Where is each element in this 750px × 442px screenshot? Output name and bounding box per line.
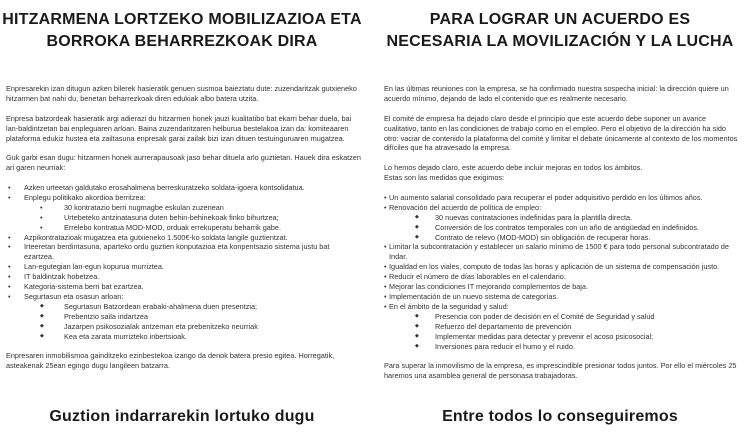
list-item: • Igualdad en los viales, computo de todas las horas y aplicación de un sistema de compensación justo. bbox=[384, 262, 739, 272]
basque-title: HITZARMENA LORTZEKO MOBILIZAZIOA ETA BORROKA BEHARREZKOAK DIRA bbox=[2, 11, 362, 50]
basque-paragraph-3: Guk garbi esan dugu: hitzarmen honek aurrerapausoak jaso behar dituela arlo guztietan. Hauek dira eskatzen ari garen neurriak: bbox=[6, 153, 361, 173]
sub-list-item: ◆ Jazarpen psikosozialak antzeman eta prebenitzeko neurriak bbox=[24, 322, 361, 332]
basque-paragraph-4: Enpresaren inmobilismoa gainditzeko ezinbestekoa izango da denok batera presio egitea. Horregatik, asteakenak 25ean egingo dugu langileen batzarra. bbox=[6, 351, 335, 371]
list-item: • En el ámbito de la seguridad y salud: ◆ Presencia con poder de decisión en el Comité de Seguridad y salud ◆ Refuerzo del departamento de prevención ◆ Implementar medidas para detectar y prevenir el acoso psicosocial; ◆ Inversiones para reducir el humo y el ruido. bbox=[384, 302, 739, 352]
basque-footer-slogan: Guztion indarrarekin lortuko dugu bbox=[49, 408, 315, 425]
list-item: • Un aumento salarial consolidado para recuperar el poder adquisitivo perdido en los últimos años. bbox=[384, 193, 739, 203]
list-item: • Azpikontratazioak mugatzea eta gutxieneko 1.500€-ko soldata langile guztientzat. bbox=[6, 233, 361, 243]
sub-list-item: ◆ Conversión de los contratos temporales con un año de antigüedad en indefinidos. bbox=[389, 223, 739, 233]
spanish-paragraph-1: En las últimas reuniones con la empresa, se ha confirmado nuestra sospecha inicial: la dirección quiere un acuerdo mínimo, dejando de lado el contenido que es realmente necesario. bbox=[384, 84, 729, 103]
list-item: • Lan-egutegian lan-egun kopurua murriztea. bbox=[6, 262, 361, 272]
sub-list-item: • Urtebeteko antzinatasuna duten behin-behinekoak finko bihurtzea; bbox=[24, 213, 361, 223]
sub-list-item: • Errelebo kontratua MOD-MOD, orduak errekuperatu beharrik gabe. bbox=[24, 223, 361, 233]
list-item: • Implementación de un nuevo sistema de categorías. bbox=[384, 292, 739, 302]
list-item: • Kategoria-sistema berri bat ezartzea. bbox=[6, 282, 361, 292]
list-item: • Segurtasun eta osasun arloan: ◆ Segurtasun Batzordean erabaki-ahalmena duen presentzia; ◆ Prebentzio saila indartzea ◆ Jazarpen psikosozialak antzeman eta prebenitzeko neurriak ◆ Kea eta zarata murrizteko inbertsioak. bbox=[6, 292, 361, 342]
sub-list-item: ◆ Contrato de relevo (MOD-MOD) sin obligación de recuperar horas. bbox=[389, 233, 739, 243]
spanish-column bbox=[380, 0, 740, 442]
basque-column bbox=[2, 0, 362, 442]
list-item: • Limitar la subcontratación y establecer un salario mínimo de 1500 € para todo personal subcontratado de Indar. bbox=[384, 242, 739, 262]
spanish-title: PARA LOGRAR UN ACUERDO ES NECESARIA LA MOVILIZACIÓN Y LA LUCHA bbox=[386, 11, 734, 50]
list-item: • Renovación del acuerdo de política de empleo: ◆ 30 nuevas contrataciones indefinidas para la plantilla directa. ◆ Conversión de los contratos temporales con un año de antigüedad en indefinidos. ◆ Contrato de relevo (MOD-MOD) sin obligación de recuperar horas. bbox=[384, 203, 739, 243]
basque-demands-list bbox=[6, 183, 361, 342]
spanish-paragraph-3b: Estas son las medidas que exigimos: bbox=[384, 173, 505, 183]
sub-list-item: ◆ Refuerzo del departamento de prevención bbox=[389, 322, 739, 332]
sub-list-item: • 30 kontratazio berri nugmagbe eskulan zuzenean bbox=[24, 203, 361, 213]
spanish-footer-slogan: Entre todos lo conseguiremos bbox=[442, 408, 678, 425]
list-item: • Azken urteetan galdutako erosahalmena berreskuratzeko soldata-igoera kontsolidatua. bbox=[6, 183, 361, 193]
sub-list-item: ◆ Implementar medidas para detectar y prevenir el acoso psicosocial; bbox=[389, 332, 739, 342]
sub-list-item: ◆ Presencia con poder de decisión en el Comité de Seguridad y salud bbox=[389, 312, 739, 322]
sub-list-item: ◆ Inversiones para reducir el humo y el ruido. bbox=[389, 342, 739, 352]
list-item: • Irteeretan berdintasuna, aparteko ordu guztien konputazioa eta konpentsazio sistema justu bat ezartzea. bbox=[6, 242, 361, 262]
sub-list-item: ◆ Segurtasun Batzordean erabaki-ahalmena duen presentzia; bbox=[24, 302, 361, 312]
spanish-paragraph-2: El comité de empresa ha dejado claro desde el principio que este acuerdo debe suponer un avance cualitativo, tanto en las condiciones de trabajo como en el empleo. Pero el objetivo de la dirección ha sido otro: vaciar de contenido la plataforma del comité y limitar el debate únicamente al contexto de los momentos difíciles que ha atravesado la empresa. bbox=[384, 113, 738, 153]
spanish-paragraph-4: Para superar la inmovilismo de la empresa, es imprescindible presionar todos juntos. Por ello el miércoles 25 haremos una asamblea general de personasa trabajadoras. bbox=[384, 361, 737, 381]
basque-paragraph-2: Enpresa batzordeak hasieratik argi adierazi du hitzarmen honek jauzi kualitatibo bat ekarri behar duela, bai lan-baldintzetan bai enpleguaren arloan. Baina zuzendaritzaren helburua bestelakoa izan da: komiteaaren plataforma edukiz hustea eta zailtasuna enpresak garai zailak bizi izan dituen testuinguruaren mugatzea. bbox=[6, 113, 352, 143]
spanish-paragraph-3a: Lo hemos dejado claro, este acuerdo debe incluir mejoras en todos los ámbitos. bbox=[384, 163, 643, 173]
list-item: • IT baldintzak hobetzea. bbox=[6, 272, 361, 282]
spanish-body bbox=[384, 84, 739, 381]
sub-list-item: ◆ 30 nuevas contrataciones indefinidas para la plantilla directa. bbox=[389, 213, 739, 223]
basque-paragraph-1: Enpresarekin izan ditugun azken bilerek hasieratik genuen susmoa baieztatu dute: zuzendaritzak gutxieneko hitzarmen bat nahi du, benetan beharrezkoak diren edukiak albo batera utzita. bbox=[6, 84, 357, 103]
list-item: • Enplegu politikako akordioa berritzea: • 30 kontratazio berri nugmagbe eskulan zuzenean • Urtebeteko antzinatasuna duten behin-behinekoak finko bihurtzea; • Errelebo kontratua MOD-MOD, orduak errekuperatu beharrik gabe. bbox=[6, 193, 361, 233]
list-item: • Reducir el número de días laborables en el calendario. bbox=[384, 272, 739, 282]
sub-list-item: ◆ Kea eta zarata murrizteko inbertsioak. bbox=[24, 332, 361, 342]
list-item: • Mejorar las condiciones IT mejorando complementos de baja. bbox=[384, 282, 739, 292]
sub-list-item: ◆ Prebentzio saila indartzea bbox=[24, 312, 361, 322]
basque-body bbox=[6, 84, 361, 371]
spanish-demands-list bbox=[384, 193, 739, 352]
